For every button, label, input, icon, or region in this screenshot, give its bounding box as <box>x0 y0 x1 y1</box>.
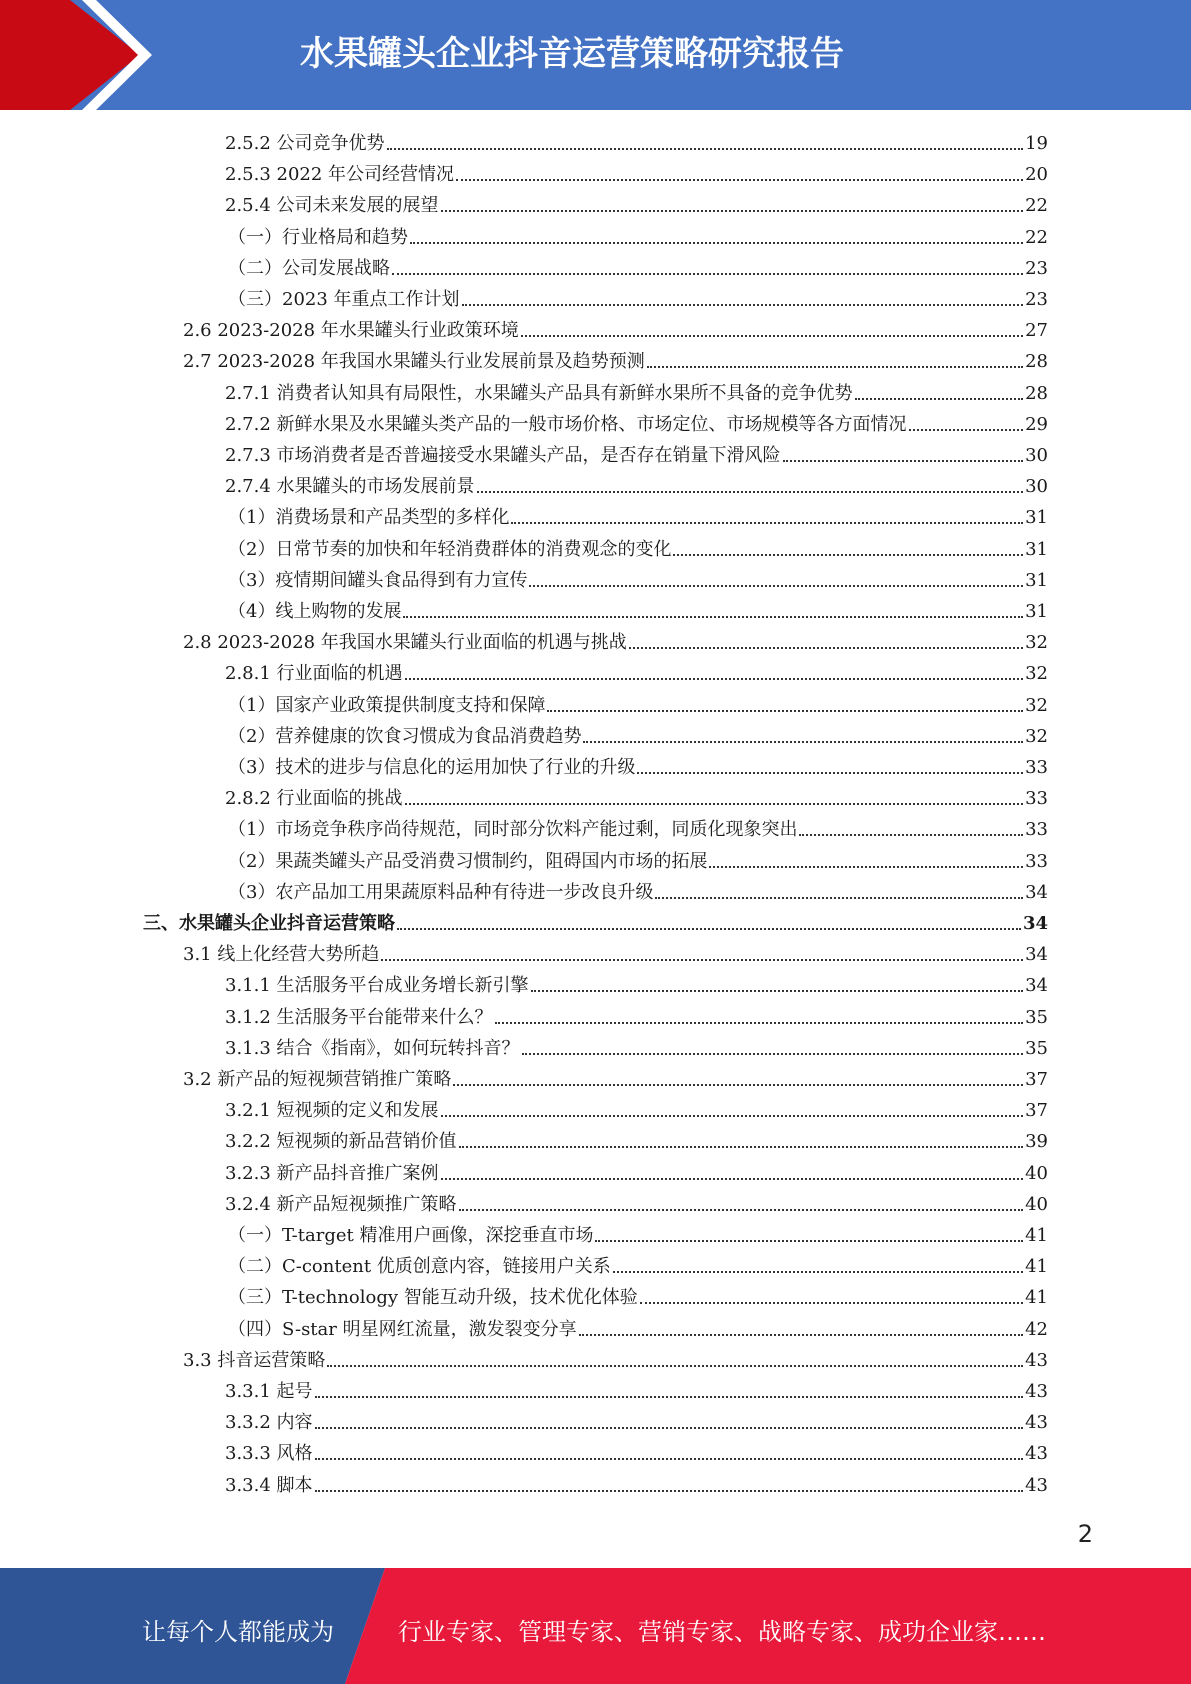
toc-entry[interactable] <box>228 1311 1048 1342</box>
toc-entry[interactable] <box>228 250 1048 281</box>
toc-entry-page: 27 <box>1025 320 1048 342</box>
toc-entry[interactable] <box>183 1061 1048 1092</box>
toc-entry[interactable] <box>183 936 1048 967</box>
toc-entry[interactable] <box>228 874 1048 905</box>
toc-entry[interactable] <box>228 749 1048 780</box>
toc-entry[interactable] <box>228 1217 1048 1248</box>
toc-entry-label: 2.6 2023-2028 年水果罐头行业政策环境 <box>183 320 519 342</box>
toc-entry[interactable] <box>228 593 1048 624</box>
toc-entry-page: 41 <box>1025 1287 1048 1309</box>
toc-entry-label: （3）农产品加工用果蔬原料品种有待进一步改良升级 <box>228 881 654 903</box>
toc-entry-page: 31 <box>1025 507 1048 529</box>
toc-leader-dots <box>855 398 1024 400</box>
toc-entry[interactable] <box>228 219 1048 250</box>
toc-leader-dots <box>381 959 1023 961</box>
toc-entry-label: （三）T-technology 智能互动升级，技术优化体验 <box>228 1287 638 1309</box>
toc-entry[interactable] <box>225 999 1048 1030</box>
toc-entry-label: （4）线上购物的发展 <box>228 601 402 622</box>
toc-entry[interactable] <box>183 312 1048 343</box>
toc-entry-page: 42 <box>1025 1318 1048 1340</box>
toc-entry[interactable] <box>225 468 1048 499</box>
toc-entry-label: 2.8.2 行业面临的挑战 <box>225 788 403 810</box>
toc-entry-label: 2.7.1 消费者认知具有局限性，水果罐头产品具有新鲜水果所不具备的竞争优势 <box>225 382 853 404</box>
toc-leader-dots <box>392 273 1023 275</box>
toc-entry-page: 30 <box>1025 476 1048 498</box>
toc-entry-page: 35 <box>1025 1006 1048 1028</box>
toc-entry-label: （四）S-star 明星网红流量，激发裂变分享 <box>228 1318 577 1340</box>
toc-entry-label: （3）疫情期间罐头食品得到有力宣传 <box>228 569 528 591</box>
toc-entry[interactable] <box>225 1404 1048 1435</box>
toc-entry-label: （2）果蔬类罐头产品受消费习惯制约，阻碍国内市场的拓展 <box>228 850 708 872</box>
toc-leader-dots <box>315 1490 1024 1492</box>
toc-entry[interactable] <box>225 406 1048 437</box>
toc-entry-label: 3.2 新产品的短视频营销推广策略 <box>183 1069 452 1090</box>
toc-entry-page: 32 <box>1025 725 1048 747</box>
toc-entry-label: （二）公司发展战略 <box>228 257 390 279</box>
toc-leader-dots <box>315 1458 1024 1460</box>
toc-entry[interactable] <box>228 687 1048 718</box>
report-title: 水果罐头企业抖音运营策略研究报告 <box>300 34 844 74</box>
toc-entry-page: 39 <box>1025 1131 1048 1153</box>
toc-entry-label: （2）日常节奏的加快和年轻消费群体的消费观念的变化 <box>228 538 672 560</box>
toc-leader-dots <box>583 741 1023 743</box>
toc-leader-dots <box>655 897 1023 899</box>
page-footer <box>0 1568 1191 1684</box>
toc-entry-label: （一）行业格局和趋势 <box>228 226 408 248</box>
toc-entry[interactable] <box>225 125 1048 156</box>
toc-leader-dots <box>547 710 1023 712</box>
toc-leader-dots <box>529 585 1023 587</box>
toc-entry[interactable] <box>228 562 1048 593</box>
toc-entry-label: （三）2023 年重点工作计划 <box>228 289 460 310</box>
toc-entry-page: 43 <box>1025 1349 1048 1371</box>
toc-entry-page: 33 <box>1025 788 1048 810</box>
toc-leader-dots <box>405 803 1024 805</box>
toc-leader-dots <box>595 1240 1023 1242</box>
page-number: 2 <box>1077 1520 1093 1548</box>
toc-leader-dots <box>531 990 1024 992</box>
toc-entry[interactable] <box>225 1123 1048 1154</box>
toc-entry-page: 28 <box>1025 351 1048 373</box>
toc-entry-label: 3.1.3 结合《指南》，如何玩转抖音？ <box>225 1037 520 1059</box>
toc-entry-page: 20 <box>1025 164 1048 186</box>
toc-leader-dots <box>315 1396 1024 1398</box>
toc-entry-label: （1）市场竞争秩序尚待规范，同时部分饮料产能过剩，同质化现象突出 <box>228 819 798 841</box>
toc-entry[interactable] <box>228 718 1048 749</box>
toc-leader-dots <box>459 1146 1024 1148</box>
toc-entry-page: 37 <box>1025 1069 1048 1090</box>
toc-entry-label: 2.5.3 2022 年公司经营情况 <box>225 164 455 186</box>
toc-leader-dots <box>495 1022 1024 1024</box>
toc-leader-dots <box>441 1115 1024 1117</box>
toc-entry-label: 3.1.1 生活服务平台成业务增长新引擎 <box>225 975 529 997</box>
toc-entry-label: 3.1.2 生活服务平台能带来什么？ <box>225 1006 493 1028</box>
toc-entry[interactable] <box>183 624 1048 655</box>
toc-entry-page: 32 <box>1025 663 1048 685</box>
toc-entry[interactable] <box>225 655 1048 686</box>
toc-leader-dots <box>613 1271 1023 1273</box>
toc-entry[interactable] <box>228 811 1048 842</box>
toc-leader-dots <box>410 242 1023 244</box>
toc-entry-page: 43 <box>1025 1412 1048 1434</box>
toc-entry-label: 2.5.2 公司竞争优势 <box>225 133 385 154</box>
toc-entry[interactable] <box>225 1373 1048 1404</box>
toc-entry-page: 33 <box>1025 757 1048 778</box>
toc-entry-page: 32 <box>1025 632 1048 654</box>
toc-leader-dots <box>673 554 1023 556</box>
toc-entry-page: 28 <box>1025 382 1048 404</box>
toc-entry-page: 30 <box>1025 445 1048 466</box>
toc-leader-dots <box>453 1084 1023 1086</box>
toc-entry-page: 33 <box>1025 819 1048 841</box>
toc-leader-dots <box>522 1053 1024 1055</box>
toc-leader-dots <box>640 1302 1023 1304</box>
toc-entry-label: （2）营养健康的饮食习惯成为食品消费趋势 <box>228 725 582 747</box>
toc-entry-page: 33 <box>1025 850 1048 872</box>
toc-entry-label: 三、水果罐头企业抖音运营策略 <box>143 913 395 934</box>
toc-entry[interactable] <box>228 1248 1048 1279</box>
toc-leader-dots <box>441 1178 1024 1180</box>
toc-entry-label: 2.7.2 新鲜水果及水果罐头类产品的一般市场价格、市场定位、市场规模等各方面情况 <box>225 413 907 435</box>
toc-entry-page: 43 <box>1025 1381 1048 1402</box>
toc-entry[interactable] <box>225 967 1048 998</box>
toc-leader-dots <box>909 429 1024 431</box>
toc-leader-dots <box>459 1209 1024 1211</box>
toc-entry-label: 3.2.1 短视频的定义和发展 <box>225 1100 439 1122</box>
toc-entry[interactable] <box>225 375 1048 406</box>
toc-entry[interactable] <box>183 1342 1048 1373</box>
toc-entry-page: 31 <box>1025 601 1048 622</box>
toc-entry-label: 2.5.4 公司未来发展的展望 <box>225 195 439 217</box>
toc-leader-dots <box>579 1334 1023 1336</box>
toc-leader-dots <box>456 179 1023 181</box>
toc-entry-page: 40 <box>1025 1162 1048 1184</box>
toc-entry-label: （3）技术的进步与信息化的运用加快了行业的升级 <box>228 757 636 778</box>
toc-entry-label: 2.7 2023-2028 年我国水果罐头行业发展前景及趋势预测 <box>183 351 645 373</box>
toc-leader-dots <box>405 678 1024 680</box>
toc-entry-page: 31 <box>1025 569 1048 591</box>
toc-leader-dots <box>315 1427 1024 1429</box>
toc-leader-dots <box>521 335 1023 337</box>
toc-entry-label: 3.3.4 脚本 <box>225 1474 313 1496</box>
toc-leader-dots <box>647 366 1023 368</box>
toc-entry-page: 37 <box>1025 1100 1048 1122</box>
toc-entry[interactable] <box>143 905 1048 936</box>
toc-entry[interactable] <box>228 499 1048 530</box>
toc-entry-page: 23 <box>1025 289 1048 310</box>
toc-entry-label: 3.2.4 新产品短视频推广策略 <box>225 1193 457 1215</box>
toc-entry-page: 19 <box>1025 133 1048 154</box>
toc-entry-label: （一）T-target 精准用户画像，深挖垂直市场 <box>228 1225 594 1246</box>
toc-leader-dots <box>387 148 1024 150</box>
toc-entry-page: 31 <box>1025 538 1048 560</box>
toc-leader-dots <box>799 834 1023 836</box>
toc-entry-label: 3.2.3 新产品抖音推广案例 <box>225 1162 439 1184</box>
toc-entry-label: 2.8 2023-2028 年我国水果罐头行业面临的机遇与挑战 <box>183 632 627 654</box>
header-chevron-icon <box>82 0 152 110</box>
toc-entry-page: 22 <box>1025 226 1048 248</box>
toc-entry[interactable] <box>225 187 1048 218</box>
toc-entry-label: 2.7.3 市场消费者是否普遍接受水果罐头产品，是否存在销量下滑风险 <box>225 445 781 466</box>
toc-entry[interactable] <box>225 1186 1048 1217</box>
toc-entry-page: 34 <box>1025 975 1048 997</box>
toc-entry-page: 34 <box>1025 944 1048 966</box>
toc-leader-dots <box>403 616 1023 618</box>
toc-entry-page: 40 <box>1025 1193 1048 1215</box>
toc-entry[interactable] <box>228 1279 1048 1310</box>
toc-entry[interactable] <box>225 780 1048 811</box>
toc-entry-label: 3.3.2 内容 <box>225 1412 313 1434</box>
toc-leader-dots <box>397 928 1021 930</box>
toc-entry-page: 32 <box>1025 694 1048 716</box>
footer-slogan-right: 行业专家、管理专家、营销专家、战略专家、成功企业家…… <box>398 1618 1046 1646</box>
toc-entry-page: 35 <box>1025 1037 1048 1059</box>
toc-entry-page: 34 <box>1025 881 1048 903</box>
toc-entry-label: 2.8.1 行业面临的机遇 <box>225 663 403 685</box>
toc-leader-dots <box>462 304 1024 306</box>
toc-entry[interactable] <box>183 343 1048 374</box>
toc-entry[interactable] <box>225 1435 1048 1466</box>
toc-leader-dots <box>477 491 1024 493</box>
toc-entry-label: 3.3.1 起号 <box>225 1381 313 1402</box>
toc-entry[interactable] <box>225 1092 1048 1123</box>
toc-entry-label: 3.2.2 短视频的新品营销价值 <box>225 1131 457 1153</box>
toc-entry[interactable] <box>225 1155 1048 1186</box>
toc-entry[interactable] <box>225 437 1048 468</box>
toc-entry-label: 3.3 抖音运营策略 <box>183 1349 326 1371</box>
toc-entry-page: 41 <box>1025 1225 1048 1246</box>
toc-entry-label: （1）消费场景和产品类型的多样化 <box>228 507 510 529</box>
header-red-block <box>0 0 70 110</box>
toc-entry[interactable] <box>228 531 1048 562</box>
toc-entry-label: 3.1 线上化经营大势所趋 <box>183 944 380 966</box>
toc-entry[interactable] <box>225 156 1048 187</box>
toc-entry-label: （二）C-content 优质创意内容，链接用户关系 <box>228 1256 611 1278</box>
toc-entry[interactable] <box>228 843 1048 874</box>
toc-entry-page: 22 <box>1025 195 1048 217</box>
toc-entry-label: 2.7.4 水果罐头的市场发展前景 <box>225 476 475 498</box>
toc-leader-dots <box>709 866 1023 868</box>
toc-entry[interactable] <box>225 1030 1048 1061</box>
toc-leader-dots <box>637 772 1023 774</box>
footer-slogan-left: 让每个人都能成为 <box>142 1618 334 1646</box>
toc-entry[interactable] <box>228 281 1048 312</box>
toc-entry-label: （1）国家产业政策提供制度支持和保障 <box>228 694 546 716</box>
toc-entry-page: 23 <box>1025 257 1048 279</box>
toc-entry-page: 43 <box>1025 1443 1048 1465</box>
toc-leader-dots <box>327 1365 1023 1367</box>
toc-entry-page: 43 <box>1025 1474 1048 1496</box>
toc-leader-dots <box>441 210 1024 212</box>
toc-leader-dots <box>511 522 1023 524</box>
toc-entry-page: 34 <box>1022 913 1048 934</box>
toc-leader-dots <box>629 647 1023 649</box>
toc-entry-page: 29 <box>1025 413 1048 435</box>
toc-entry-label: 3.3.3 风格 <box>225 1443 313 1465</box>
page-header <box>0 0 1191 110</box>
toc-entry[interactable] <box>225 1467 1048 1498</box>
toc-leader-dots <box>783 460 1024 462</box>
toc-entry-page: 41 <box>1025 1256 1048 1278</box>
